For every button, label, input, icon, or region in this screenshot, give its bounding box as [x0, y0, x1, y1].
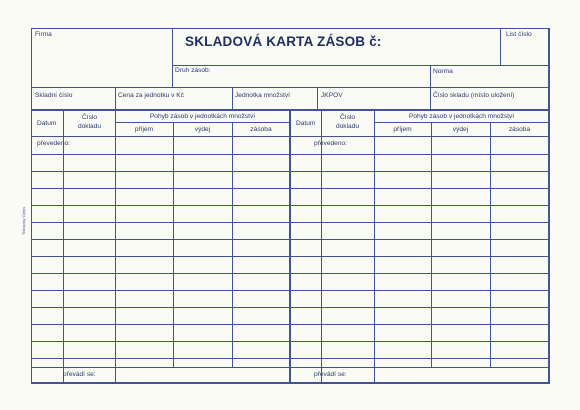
table-row	[31, 367, 549, 368]
table-row	[31, 341, 549, 342]
cislo-skladu-label: Číslo skladu (místo uložení)	[433, 92, 515, 99]
right-prevedeno: převedeno:	[314, 140, 347, 147]
left-cislo-header: Číslo	[81, 114, 98, 121]
left-prevedeno: převedeno:	[37, 140, 70, 147]
right-cislo-header: Číslo	[339, 114, 356, 121]
table-row	[31, 307, 549, 308]
right-datum-header: Datum	[296, 120, 316, 127]
firma-label: Firma	[35, 31, 52, 38]
skladni-cislo-label: Skladní číslo	[35, 92, 73, 99]
jednotka-label: Jednotka množství	[235, 92, 290, 99]
side-note: Tiskopisy Optys	[21, 206, 26, 235]
left-dokladu-header: dokladu	[77, 123, 102, 130]
table-row	[31, 273, 549, 274]
norma-label: Norma	[433, 68, 453, 75]
table-row	[31, 188, 549, 189]
table-row	[31, 256, 549, 257]
right-dokladu-header: dokladu	[335, 123, 360, 130]
right-prijem-header: příjem	[393, 126, 412, 133]
left-zasoba-header: zásoba	[250, 126, 272, 133]
jkpov-label: JKPOV	[321, 92, 343, 99]
left-prijem-header: příjem	[134, 126, 154, 133]
table-row	[31, 171, 549, 172]
right-vydej-header: výdej	[452, 126, 469, 133]
right-prevadi-se: převádí se:	[314, 371, 347, 378]
druh-zasob-label: Druh zásob:	[175, 67, 211, 74]
table-row	[31, 239, 549, 240]
list-cislo-label: List číslo	[506, 31, 532, 38]
left-vydej-header: výdej	[194, 126, 211, 133]
left-datum-header: Datum	[37, 120, 57, 127]
right-pohyb-header: Pohyb zásob v jednotkách množství	[408, 113, 515, 120]
table-row	[31, 154, 549, 155]
table-row	[31, 358, 549, 359]
right-zasoba-header: zásoba	[508, 126, 531, 133]
left-pohyb-header: Pohyb zásob v jednotkách množství	[149, 113, 256, 120]
table-row	[31, 290, 549, 291]
left-prevadi-se: převádí se:	[63, 371, 96, 378]
table-row	[31, 205, 549, 206]
table-row	[31, 222, 549, 223]
page-title: SKLADOVÁ KARTA ZÁSOB č:	[185, 34, 382, 49]
table-row	[31, 324, 549, 325]
table-row	[31, 136, 549, 137]
cena-label: Cena za jednotku v Kč	[118, 92, 184, 99]
